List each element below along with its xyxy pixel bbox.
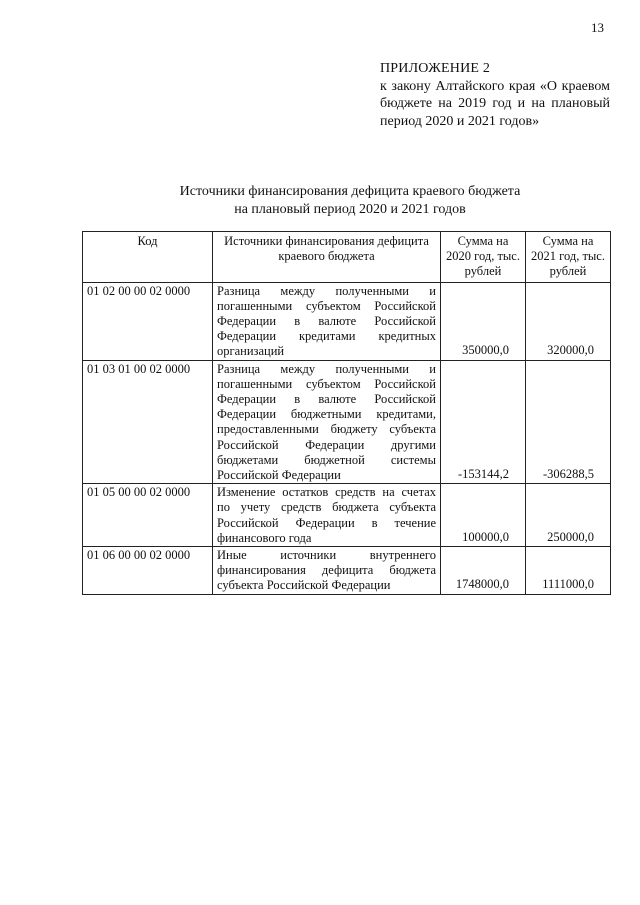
- row-sum-2021: 1111000,0: [526, 547, 611, 595]
- appendix-heading: ПРИЛОЖЕНИЕ 2: [380, 61, 491, 76]
- row-code: 01 03 01 00 02 0000: [83, 360, 213, 484]
- appendix-text: к закону Алтайского края «О краевом бюджете на 2019 год и на плановый период 2020 и 2021 годов»: [380, 78, 610, 129]
- title-line-1: Источники финансирования дефицита краевого бюджета: [179, 184, 521, 199]
- row-description: Разница между полученными и погашенными субъектом Российской Федерации в валюте Российской Федерации бюджетными кредитами, предоставленными бюджету субъекта Российской Федерации другими бюджетами бюджетной системы Российской Федерации: [213, 360, 441, 484]
- row-description: Изменение остатков средств на счетах по учету средств бюджета субъекта Российской Федерации в течение финансового года: [213, 484, 441, 547]
- table-row: [83, 547, 611, 595]
- row-code: 01 05 00 00 02 0000: [83, 484, 213, 547]
- title-line-2: на плановый период 2020 и 2021 годов: [234, 202, 466, 217]
- header-sum-2020: Сумма на 2020 год, тыс. рублей: [441, 232, 526, 283]
- row-sum-2020: 350000,0: [441, 282, 526, 360]
- financing-sources-table: [82, 231, 611, 595]
- row-sum-2020: -153144,2: [441, 360, 526, 484]
- row-sum-2020: 1748000,0: [441, 547, 526, 595]
- page-number: 13: [591, 20, 604, 35]
- table-row: [83, 282, 611, 360]
- table-header-row: [83, 232, 611, 283]
- table-row: [83, 360, 611, 484]
- row-code: 01 06 00 00 02 0000: [83, 547, 213, 595]
- document-title: [100, 183, 600, 219]
- appendix-block: [380, 60, 610, 130]
- row-description: Разница между полученными и погашенными субъектом Российской Федерации в валюте Российской Федерации кредитами кредитных организаций: [213, 282, 441, 360]
- row-sum-2021: 320000,0: [526, 282, 611, 360]
- header-sum-2021: Сумма на 2021 год, тыс. рублей: [526, 232, 611, 283]
- row-description: Иные источники внутреннего финансирования дефицита бюджета субъекта Российской Федерации: [213, 547, 441, 595]
- row-sum-2021: -306288,5: [526, 360, 611, 484]
- row-sum-2021: 250000,0: [526, 484, 611, 547]
- header-code: Код: [83, 232, 213, 283]
- row-sum-2020: 100000,0: [441, 484, 526, 547]
- row-code: 01 02 00 00 02 0000: [83, 282, 213, 360]
- table-row: [83, 484, 611, 547]
- header-source: Источники финансирования дефицита краевого бюджета: [213, 232, 441, 283]
